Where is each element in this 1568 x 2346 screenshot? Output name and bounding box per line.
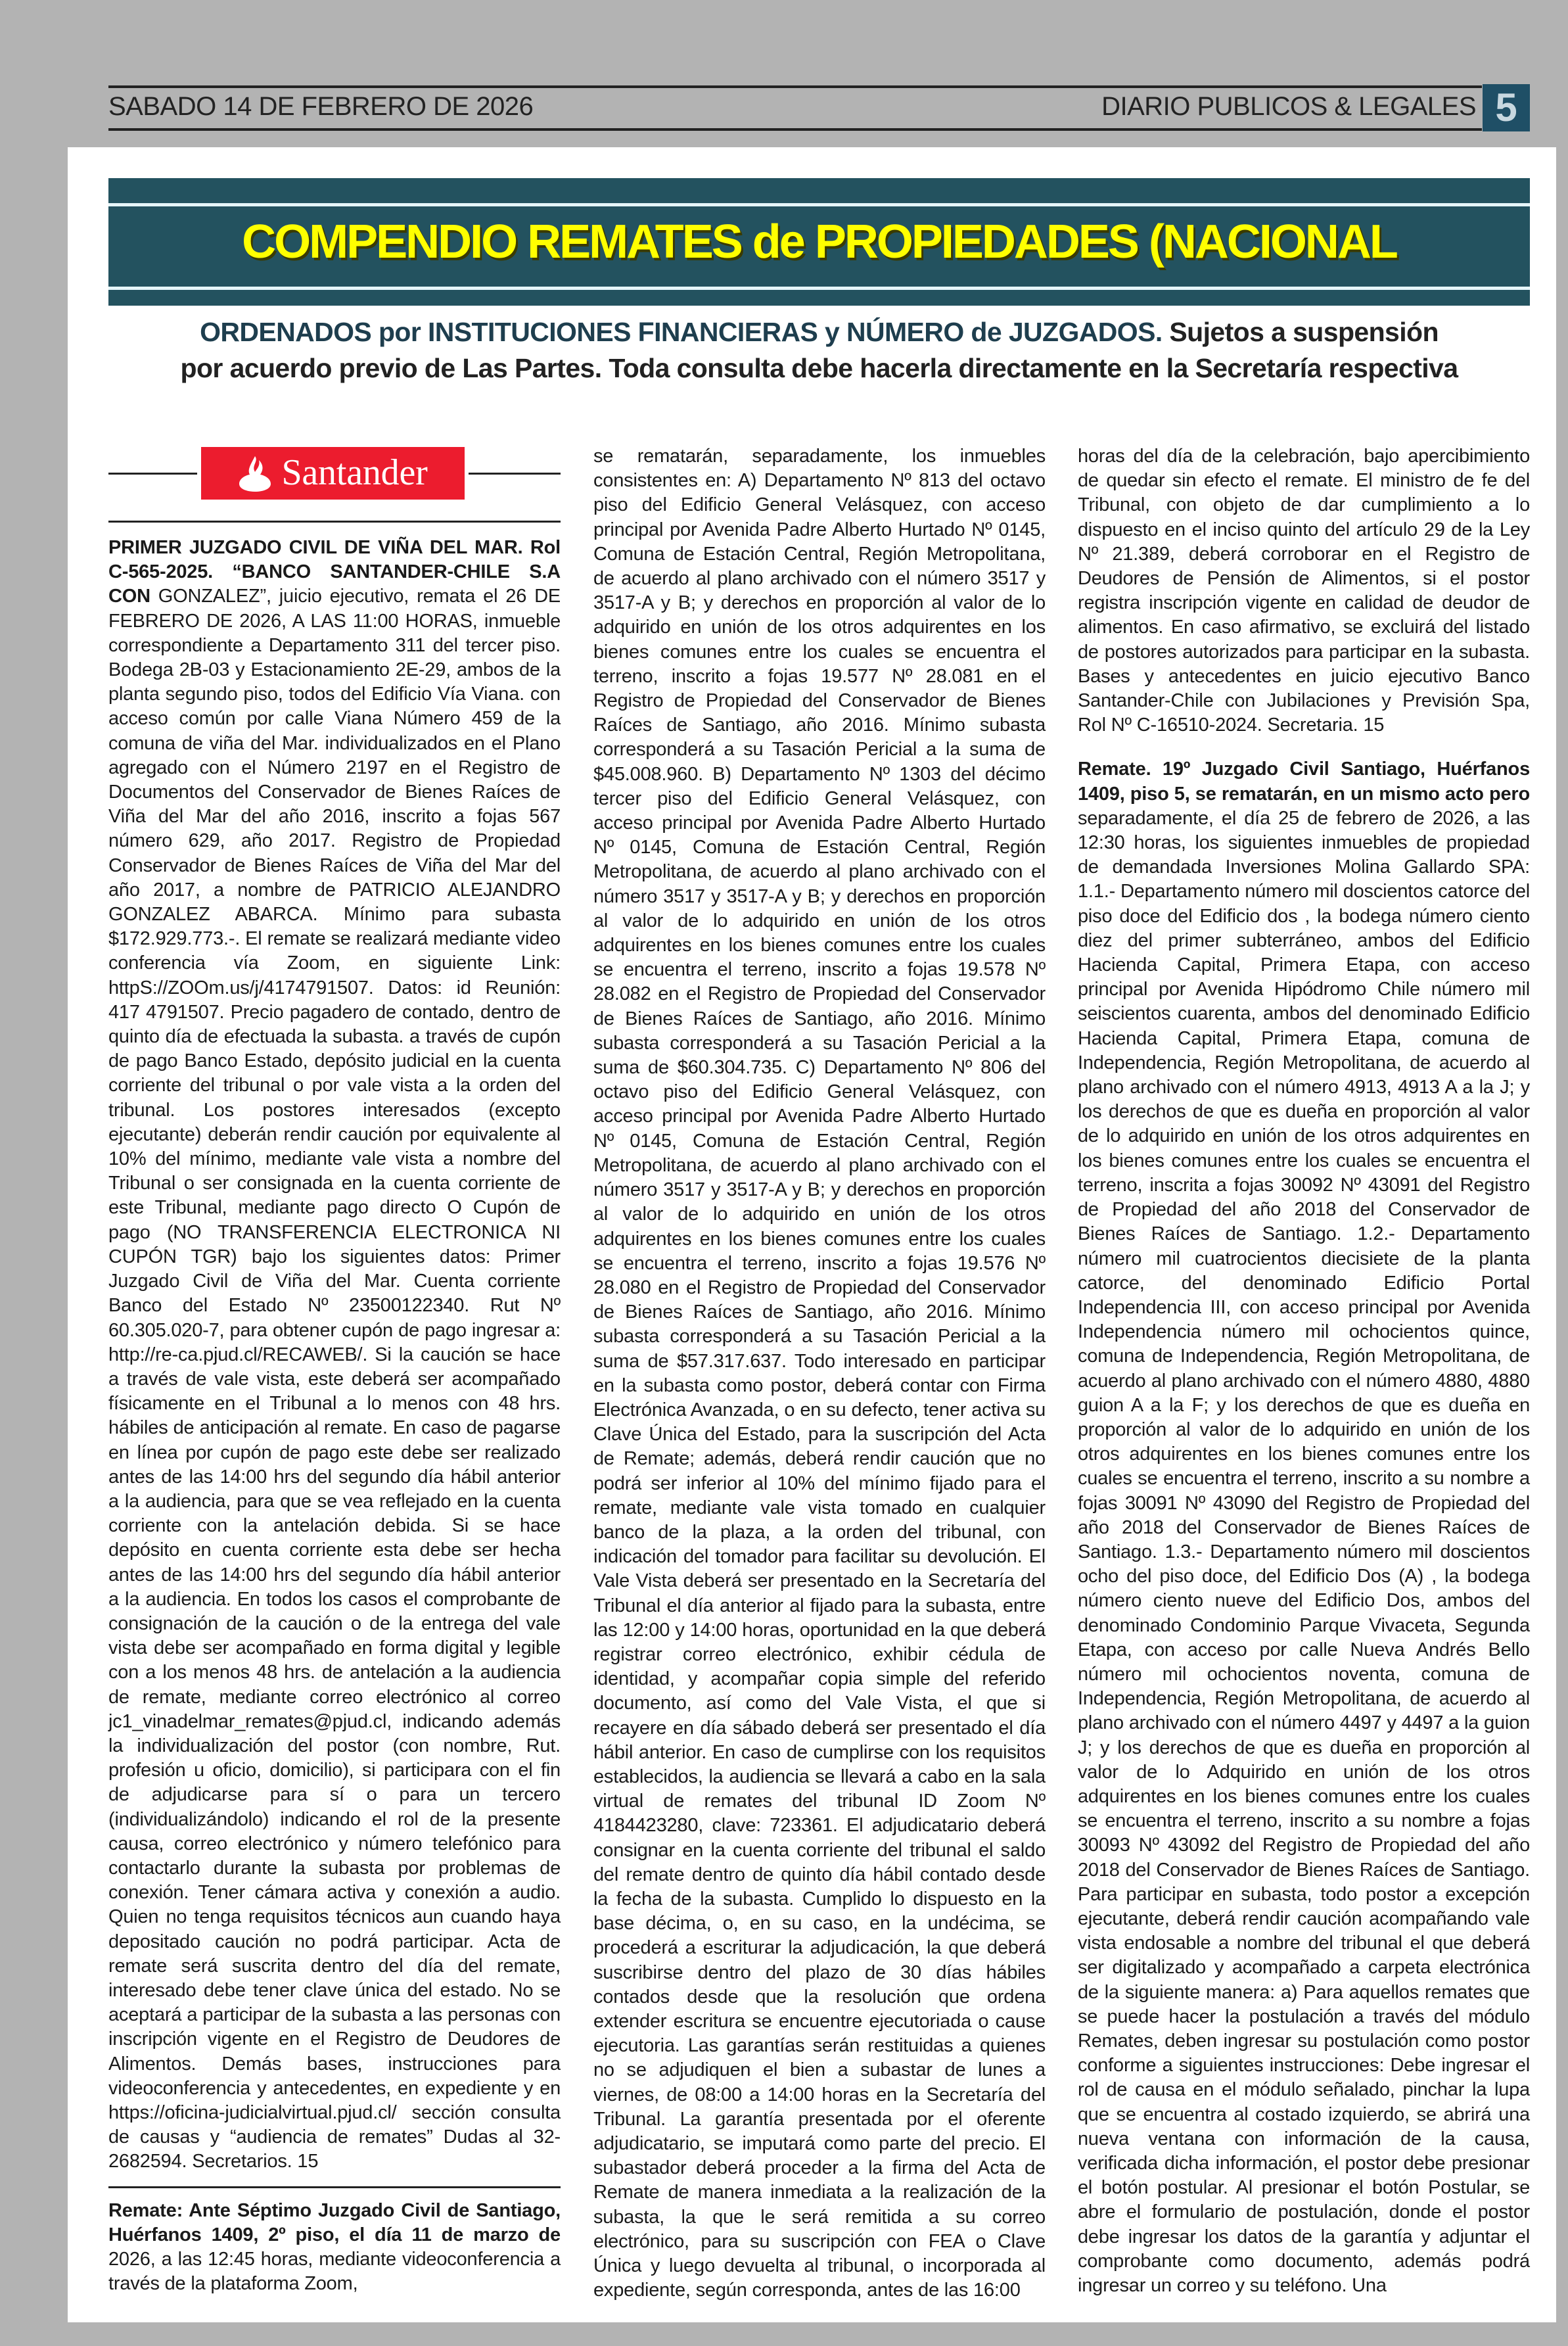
notice-lead: Remate: Ante Séptimo Juzgado Civil de Santiago, Huérfanos 1409, 2º piso, el día 11 de marzo de: [108, 2199, 561, 2245]
logo-rule-right: [469, 473, 561, 475]
notice-19-juzgado: [1078, 757, 1530, 2298]
header-paper-name: DIARIO PUBLICOS & LEGALES: [1101, 92, 1476, 121]
notice-lead: Remate. 19º Juzgado Civil Santiago, Huérfanos 1409, piso 5, se rematarán, en un mismo acto pero: [1078, 759, 1530, 805]
flame-icon: [238, 455, 272, 492]
santander-logo-row: [108, 447, 561, 500]
column-1: [108, 447, 561, 2296]
title-banner: [108, 178, 1530, 306]
logo-text: Santander: [281, 452, 428, 494]
subtitle-line-1: [108, 314, 1530, 350]
notice-vina-del-mar: [108, 536, 561, 2174]
notice-continuation: horas del día de la celebración, bajo apercibimiento de quedar sin efecto el remate. El ministro de fe del Tribunal, con objeto de dar cumplimiento a lo dispuesto en el inciso quinto del artículo 29 de la Ley Nº 21.389, deberá corroborar en el Registro de Deudores de Pensión de Alimentos, si el postor registra inscripción vigente en calidad de deudor de alimentos. En caso afirmativo, se excluirá del listado de postores autorizados para participar en la subasta. Bases y antecedentes en juicio ejecutivo Banco Santander-Chile con Jubilaciones y Previsión Spa, Rol Nº C-16510-2024. Secretaria. 15: [1078, 446, 1530, 736]
notice-continuation: se rematarán, separadamente, los inmuebles consistentes en: A) Departamento Nº 813 del octavo piso del Edificio General Velásquez, con acceso principal por Avenida Padre Alberto Hurtado Nº 0145, Comuna de Estación Central, Región Metropolitana, de acuerdo al plano archivado con el número 3517 y 3517-A y B; y derechos en proporción al valor de lo adquirido en unión de los otros adquirentes en los bienes comunes entre los cuales se encuentra el terreno, inscrito a fojas 19.577 Nº 28.081 en el Registro de Propiedad del Conservador de Bienes Raíces de Santiago, año 2016. Mínimo subasta corresponderá a su Tasación Pericial a la suma de $45.008.960. B) Departamento Nº 1303 del décimo tercer piso del Edificio General Velásquez, con acceso principal por Avenida Padre Alberto Hurtado Nº 0145, Comuna de Estación Central, Región Metropolitana, de acuerdo al plano archivado con el número 3517 y 3517-A y B; y derechos en proporción al valor de lo adquirido en unión de los otros adquirentes en los bienes comunes entre los cuales se encuentra el terreno, inscrito a fojas 19.578 Nº 28.082 en el Registro de Propiedad del Conservador de Bienes Raíces de Santiago, año 2016. Mínimo subasta corresponderá a su Tasación Pericial a la suma de $60.304.735. C) Departamento Nº 806 del octavo piso del Edificio General Velásquez, con acceso principal por Avenida Padre Alberto Hurtado Nº 0145, Comuna de Estación Central, Región Metropolitana, de acuerdo al plano archivado con el número 3517 y 3517-A y B; y derechos en proporción al valor de lo adquirido en unión de los otros adquirentes en los bienes comunes entre los cuales se encuentra el terreno, inscrito a fojas 19.576 Nº 28.080 en el Registro de Propiedad del Conservador de Bienes Raíces de Santiago, año 2016. Mínimo subasta corresponderá a su Tasación Pericial a la suma de $57.317.637. Todo interesado en participar en la subasta como postor, deberá contar con Firma Electrónica Avanzada, o en su defecto, tener activa su Clave Única del Estado, para la suscripción del Acta de Remate; además, deberá rendir caución que no podrá ser inferior al 10% del mínimo fijado para el remate, mediante vale vista tomado en cualquier banco de la plaza, a la orden del tribunal, con indicación del tomador para facilitar su devolución. El Vale Vista deberá ser presentado en la Secretaría del Tribunal el día anterior al fijado para la subasta, entre las 12:00 y 14:00 horas, oportunidad en la que deberá registrar correo electrónico, exhibir cédula de identidad, y acompañar copia simple del referido documento, así como del Vale Vista, el que si recayere en día sábado deberá ser presentado el día hábil anterior. En caso de cumplirse con los requisitos establecidos, la audiencia se llevará a cabo en la sala virtual de remates del tribunal ID Zoom Nº 4184423280, clave: 723361. El adjudicatario deberá consignar en la cuenta corriente del tribunal el saldo del remate dentro de quinto día hábil contado desde la fecha de la subasta. Cumplido lo dispuesto en la base décima, o, en su caso, en la undécima, se procederá a escriturar la adjudicación, la que deberá suscribirse dentro del plazo de 30 días hábiles contados desde que la resolución que ordena extender escritura se encuentre ejecutoriada o cause ejecutoria. Las garantías serán restituidas a quienes no se adjudiquen el bien a subastar de lunes a viernes, de 08:00 a 14:00 horas en la Secretaría del Tribunal. La garantía presentada por el oferente adjudicatario, se imputará como parte del precio. El subastador deberá proceder a la firma del Acta de Remate de manera inmediata a la realización de la subasta, la que le será remitida a su correo electrónico, para su suscripción con FEA o Clave Única y luego devuelta al tribunal, o incorporada al expediente, según corresponda, antes de las 16:00: [593, 446, 1046, 2301]
subtitle: [108, 314, 1530, 387]
subtitle-bold: ORDENADOS por INSTITUCIONES FINANCIERAS y NÚMERO de JUZGADOS.: [200, 317, 1163, 347]
subtitle-line-2: por acuerdo previo de Las Partes. Toda consulta debe hacerla directamente en la Secretaría respectiva: [180, 353, 1458, 383]
column-rule: [108, 521, 561, 523]
notice-separator: [108, 2186, 561, 2188]
notice-body: GONZALEZ”, juicio ejecutivo, remata el 26 DE FEBRERO DE 2026, A LAS 11:00 HORAS, inmueble correspondiente a Departamento 311 del tercer piso. Bodega 2B-03 y Estacionamiento 2E-29, ambos de la planta segundo piso, todos del Edificio Vía Viana. con acceso común por calle Viana Número 459 de la comuna de viña del Mar. individualizados en el Plano agregado con el Número 2197 en el Registro de Documentos del Conservador de Bienes Raíces de Viña del Mar del año 2016, inscrito a fojas 567 número 629, año 2017. Registro de Propiedad Conservador de Bienes Raíces de Viña del Mar del año 2017, a nombre de PATRICIO ALEJANDRO GONZALEZ ABARCA. Mínimo para subasta $172.929.773.-. El remate se realizará mediante video conferencia vía Zoom, en siguiente Link: httpS://ZOOm.us/j/4174791507. Datos: id Reunión: 417 4791507. Precio pagadero de contado, dentro de quinto día de efectuada la subasta. a través de cupón de pago Banco Estado, depósito judicial en la cuenta corriente del tribunal o por vale vista a la orden del tribunal. Los postores interesados (excepto ejecutante) deberán rendir caución por equivalente al 10% del mínimo, mediante vale vista a nombre del Tribunal o ser consignada en la cuenta corriente de este Tribunal, mediante pago directo O Cupón de pago (NO TRANSFERENCIA ELECTRONICA NI CUPÓN TGR) bajo los siguientes datos: Primer Juzgado Civil de Viña del Mar. Cuenta corriente Banco del Estado Nº 23500122340. Rut Nº 60.305.020-7, para obtener cupón de pago ingresar a: http://re-ca.pjud.cl/RECAWEB/. Si la caución se hace a través de vale vista, este deberá ser acompañado físicamente en el Tribunal a lo menos con 48 hrs. hábiles de anticipación al remate. En caso de pagarse en línea por cupón de pago este debe ser realizado antes de las 14:00 hrs del segundo día hábil anterior a la audiencia, para que se vea reflejado en la cuenta corriente con la antelación debida. Si se hace depósito en cuenta corriente esta debe ser hecha antes de las 14:00 hrs del segundo día hábil anterior a la audiencia. En todos los casos el comprobante de consignación de la caución o de la entrega del vale vista debe ser acompañado en forma digital y legible con a los menos 48 hrs. de antelación a la audiencia de remate, mediante correo electrónico al correo jc1_vinadelmar_remates@pjud.cl, indicando además la individualización del postor (con nombre, Rut. profesión u oficio, domicilio), si participara con el fin de adjudicarse para sí o para un tercero (individualizándolo) indicando el rol de la presente causa, correo electrónico y número telefónico para contactarlo durante la subasta por problemas de conexión. Tener cámara activa y conexión a audio. Quien no tenga requisitos técnicos aun cuando haya depositado caución no podrá participar. Acta de remate será suscrita dentro del día del remate, interesado debe tener clave única del estado. No se aceptará a participar de la subasta a las personas con inscripción vigente en el Registro de Deudores de Alimentos. Demás bases, instrucciones para videoconferencia y antecedentes, en expediente y en https://oficina-judicialvirtual.pjud.cl/ sección consulta de causas y “audiencia de remates” Dudas al 32-2682594. Secretarios. 15: [108, 586, 561, 2172]
subtitle-rest: Sujetos a suspensión: [1162, 317, 1439, 347]
header-top-rule: [108, 85, 1482, 88]
header-date: SABADO 14 DE FEBRERO DE 2026: [108, 92, 534, 121]
logo-rule-left: [108, 473, 197, 475]
notice-lead: PRIMER JUZGADO CIVIL DE VIÑA DEL MAR. Rol C-565-2025. “BANCO SANTANDER-CHILE S.A CON: [108, 537, 561, 607]
page-number: 5: [1483, 84, 1530, 131]
column-3: [1078, 444, 1530, 2298]
banner-title: COMPENDIO REMATES de PROPIEDADES (NACIONAL: [242, 216, 1396, 268]
notice-septimo-juzgado: [108, 2199, 561, 2297]
column-2: [593, 444, 1046, 2303]
santander-logo: [201, 447, 465, 500]
header-bottom-rule: [108, 128, 1482, 131]
notice-body: separadamente, el día 25 de febrero de 2026, a las 12:30 horas, los siguientes inmuebles de propiedad de demandada Inversiones Molina Gallardo SPA: 1.1.- Departamento número mil doscientos catorce del piso doce del Edificio dos , la bodega número ciento diez del primer subterráneo, ambos del Edificio Hacienda Capital, Primera Etapa, con acceso principal por Avenida Hipódromo Chile número mil seiscientos cuarenta, ambos del denominado Edificio Hacienda Capital, Primera Etapa, comuna de Independencia, Región Metropolitana, de acuerdo al plano archivado con el número 4913, 4913 A a la J; y los derechos de que es dueña en proporción al valor de lo adquirido en unión de los otros adquirentes en los bienes comunes entre los cuales se encuentra el terreno, inscrita a fojas 30092 Nº 43091 del Registro de Propiedad del año 2018 del Conservador de Bienes Raíces de Santiago. 1.2.- Departamento número mil cuatrocientos diecisiete de la planta catorce, del denominado Edificio Portal Independencia III, con acceso principal por Avenida Independencia número mil ochocientos quince, comuna de Independencia, Región Metropolitana, de acuerdo al plano archivado con el número 4880, 4880 guion A a la F; y los derechos de que es dueña en proporción al valor de lo adquirido en unión de los otros adquirentes en los bienes comunes entre los cuales se encuentra el terreno, inscrito a su nombre a fojas 30091 Nº 43090 del Registro de Propiedad del año 2018 del Conservador de Bienes Raíces de Santiago. 1.3.- Departamento número mil doscientos ocho del piso doce, del Edificio Dos (A) , la bodega número ciento nueve del Edificio Dos, ambos del denominado Condominio Parque Vivaceta, Segunda Etapa, con acceso por calle Nueva Andrés Bello número mil ochocientos noventa, comuna de Independencia, Región Metropolitana, de acuerdo al plano archivado con el número 4497 y 4497 a la guion J; y los derechos de que es dueña en proporción al valor de lo Adquirido en unión de los otros adquirentes en los bienes comunes entre los cuales se encuentra el terreno, inscrito a su nombre a fojas 30093 Nº 43092 del Registro de Propiedad del año 2018 del Conservador de Bienes Raíces de Santiago. Para participar en subasta, todo postor a excepción ejecutante, deberá rendir caución acompañando vale vista endosable a nombre del tribunal el que deberá ser digitalizado y acompañado a carpeta electrónica de la siguiente manera: a) Para aquellos remates que se puede hacer la postulación a través del módulo Remates, deben ingresar su postulación como postor conforme a siguientes instrucciones: Debe ingresar el rol de causa en el módulo señalado, pinchar la lupa que se encuentra al costado izquierdo, se abrirá una nueva ventana con información de la causa, verificada dicha información, el postor debe presionar el botón postular. Al presionar el botón Postular, se abre el formulario de postulación, donde el postor debe ingresar los datos de la garantía y adjuntar el comprobante como documento, además podrá ingresar un correo y su teléfono. Una: [1078, 807, 1530, 2297]
notice-body: 2026, a las 12:45 horas, mediante videoconferencia a través de la plataforma Zoom,: [108, 2249, 561, 2295]
